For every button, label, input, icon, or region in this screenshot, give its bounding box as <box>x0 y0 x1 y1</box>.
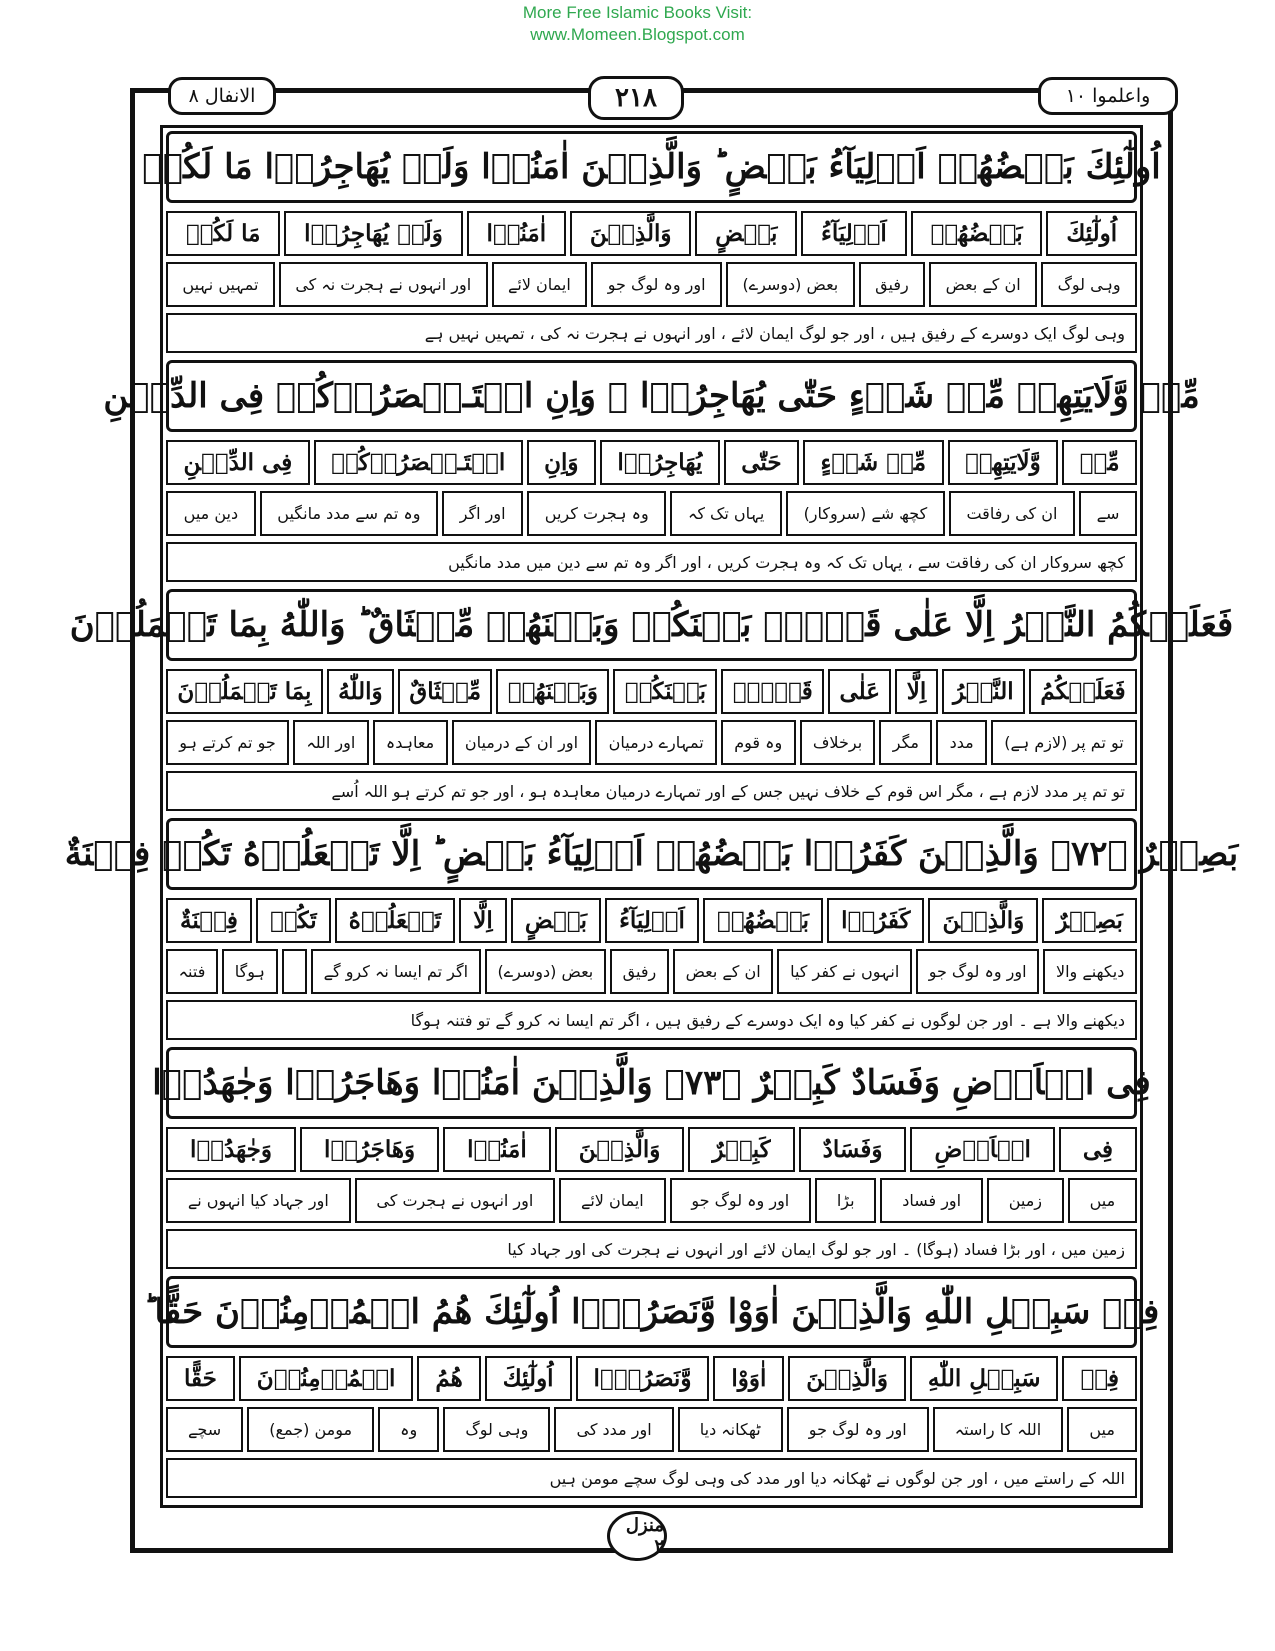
word-translation: میں <box>1067 1407 1137 1452</box>
manzil-marker: منزل ٢ <box>607 1511 667 1561</box>
word-translation: تمہیں نہیں <box>166 262 275 307</box>
verse-line: فَعَلَيۡكُمُ النَّصۡرُ اِلَّا عَلٰى قَوۡمٍۢ بَيۡنَكُمۡ وَبَيۡنَهُمۡ مِّيۡثَاقٌ ؕ وَاللّٰهُ بِمَا تَعۡمَلُوۡنَ <box>166 589 1137 661</box>
arabic-word: وَاِنِ <box>527 440 596 485</box>
word-translation: اور وہ لوگ جو <box>591 262 722 307</box>
arabic-word: اَوۡلِيَآءُ <box>801 211 906 256</box>
arabic-word: كَفَرُوۡا <box>827 898 924 943</box>
arabic-word: وَّلَايَتِهِمۡ <box>948 440 1059 485</box>
arabic-word: الۡمُؤۡمِنُوۡنَ <box>239 1356 414 1401</box>
word-translation: دین میں <box>166 491 256 536</box>
arabic-word: مِّنۡ شَىۡءٍ <box>803 440 944 485</box>
word-translation: انہوں نے کفر کیا <box>777 949 912 994</box>
arabic-word: اٰمَنُوۡا <box>443 1127 551 1172</box>
word-translation: دیکھنے والا <box>1043 949 1137 994</box>
word-translation: زمین <box>987 1178 1064 1223</box>
arabic-word: تَكُنۡ <box>256 898 331 943</box>
word-translation: میں <box>1068 1178 1137 1223</box>
word-row <box>166 440 1137 485</box>
word-translation: کچھ شے (سروکار) <box>786 491 945 536</box>
arabic-word: فِى الدِّيۡنِ <box>166 440 310 485</box>
page-content <box>64 131 1239 1505</box>
word-translation: تمہارے درمیان <box>595 720 717 765</box>
arabic-word: عَلٰى <box>828 669 891 714</box>
arabic-word: كَبِيۡرٌ <box>688 1127 794 1172</box>
word-translation: بڑا <box>815 1178 876 1223</box>
word-translation <box>282 949 307 994</box>
arabic-word: فِتۡنَةٌ <box>166 898 252 943</box>
word-translation: برخلاف <box>800 720 876 765</box>
translation-row <box>166 491 1137 536</box>
word-translation: اور فساد <box>880 1178 983 1223</box>
word-translation: بعض (دوسرے) <box>485 949 606 994</box>
arabic-word: حَتّٰى <box>724 440 799 485</box>
arabic-word: اَوۡلِيَآءُ <box>605 898 699 943</box>
word-translation: ان کے بعض <box>673 949 774 994</box>
word-translation: اور وہ لوگ جو <box>916 949 1039 994</box>
arabic-word: سَبِيۡلِ اللّٰهِ <box>910 1356 1059 1401</box>
arabic-word: اٰمَنُوۡا <box>467 211 566 256</box>
word-translation: وہ تم سے مدد مانگیں <box>260 491 438 536</box>
summary-translation: کچھ سروکار ان کی رفاقت سے ، یہاں تک کہ وہ ہجرت کریں ، اور اگر وہ تم سے دین میں مدد مانگیں <box>166 542 1137 582</box>
word-translation: ایمان لائے <box>492 262 588 307</box>
translation-row <box>166 720 1137 765</box>
word-translation: رفیق <box>610 949 669 994</box>
verse-block-5 <box>152 1047 1151 1269</box>
word-translation: اور ان کے درمیان <box>452 720 592 765</box>
word-translation: اور اللہ <box>293 720 369 765</box>
word-translation: اور انہوں نے ہجرت نہ کی <box>279 262 488 307</box>
word-translation: وہ ہجرت کریں <box>527 491 666 536</box>
arabic-word: هُمُ <box>417 1356 480 1401</box>
arabic-word: وَّنَصَرُوۡۤا <box>576 1356 710 1401</box>
verse-line: فِى الۡاَرۡضِ وَفَسَادٌ كَبِيۡرٌ ﴿۷۳﴾ وَالَّذِيۡنَ اٰمَنُوۡا وَهَاجَرُوۡا وَجٰهَدُوۡا <box>166 1047 1137 1119</box>
arabic-word: وَبَيۡنَهُمۡ <box>496 669 609 714</box>
word-translation: رفیق <box>859 262 925 307</box>
summary-translation: تو تم پر مدد لازم ہے ، مگر اس قوم کے خلاف نہیں جس کے اور تمہارے درمیان معاہدہ ہو ، اور جو تم کرتے ہو اللہ اُسے <box>166 771 1137 811</box>
arabic-word: وَهَاجَرُوۡا <box>300 1127 439 1172</box>
word-translation: مگر <box>879 720 932 765</box>
promo-banner[interactable] <box>0 2 1275 46</box>
word-translation: اور انہوں نے ہجرت کی <box>355 1178 556 1223</box>
verse-line: اُولٰٓئِكَ بَعۡضُهُمۡ اَوۡلِيَآءُ بَعۡضٍ ؕ وَالَّذِيۡنَ اٰمَنُوۡا وَلَمۡ يُهَاجِرُوۡا مَا لَكُمۡ <box>166 131 1137 203</box>
translation-row <box>166 949 1137 994</box>
arabic-word: فَعَلَيۡكُمُ <box>1029 669 1137 714</box>
verse-block-3 <box>69 589 1234 811</box>
arabic-word: بِمَا تَعۡمَلُوۡنَ <box>166 669 323 714</box>
verse-block-4 <box>64 818 1239 1040</box>
arabic-word: وَجٰهَدُوۡا <box>166 1127 296 1172</box>
arabic-word: اُولٰٓئِكَ <box>1046 211 1137 256</box>
arabic-word: قَوۡمٍۢ <box>721 669 824 714</box>
arabic-word: اِلَّا <box>895 669 937 714</box>
word-translation: وہی لوگ <box>443 1407 550 1452</box>
word-translation: معاہدہ <box>373 720 448 765</box>
word-row <box>166 898 1137 943</box>
word-translation: جو تم کرتے ہو <box>166 720 289 765</box>
arabic-word: حَقًّا <box>166 1356 235 1401</box>
word-translation: تو تم پر (لازم ہے) <box>991 720 1137 765</box>
word-translation: ہوگا <box>222 949 278 994</box>
arabic-word: اسۡتَـنۡصَرُوۡكُمۡ <box>314 440 523 485</box>
word-translation: مدد <box>936 720 987 765</box>
page-number: ٢١٨ <box>588 76 684 120</box>
arabic-word: بَعۡضُهُمۡ <box>703 898 823 943</box>
word-translation: اور اگر <box>442 491 523 536</box>
promo-link[interactable]: www.Momeen.Blogspot.com <box>530 25 745 44</box>
arabic-word: فِىۡ <box>1062 1356 1137 1401</box>
word-translation: وہی لوگ <box>1041 262 1137 307</box>
arabic-word: بَصِيۡرٌ <box>1042 898 1137 943</box>
arabic-word: تَفۡعَلُوۡهُ <box>335 898 455 943</box>
translation-row <box>166 1407 1137 1452</box>
word-translation: اور جہاد کیا انہوں نے <box>166 1178 351 1223</box>
arabic-word: وَاللّٰهُ <box>327 669 394 714</box>
word-translation: ایمان لائے <box>559 1178 665 1223</box>
word-translation: یہاں تک کہ <box>670 491 782 536</box>
arabic-word: بَعۡضٍ <box>695 211 797 256</box>
arabic-word: بَعۡضٍ <box>511 898 601 943</box>
summary-translation: زمین میں ، اور بڑا فساد (ہوگا) ۔ اور جو لوگ ایمان لائے اور انہوں نے ہجرت کی اور جہاد کیا <box>166 1229 1137 1269</box>
word-translation: وہ <box>378 1407 439 1452</box>
arabic-word: اٰوَوْا <box>713 1356 784 1401</box>
promo-line-1: More Free Islamic Books Visit: <box>522 3 753 22</box>
word-translation: اور وہ لوگ جو <box>787 1407 929 1452</box>
word-row <box>166 1127 1137 1172</box>
arabic-word: بَيۡنَكُمۡ <box>613 669 717 714</box>
word-translation: بعض (دوسرے) <box>726 262 855 307</box>
arabic-word: مَا لَكُمۡ <box>166 211 280 256</box>
arabic-word: الۡاَرۡضِ <box>910 1127 1054 1172</box>
arabic-word: بَعۡضُهُمۡ <box>911 211 1043 256</box>
arabic-word: وَالَّذِيۡنَ <box>555 1127 685 1172</box>
juz-label: واعلموا ١٠ <box>1038 77 1178 115</box>
arabic-word: مِّنۡ <box>1062 440 1137 485</box>
word-translation: وہ قوم <box>721 720 796 765</box>
surah-label: الانفال ٨ <box>168 77 276 115</box>
arabic-word: وَفَسَادٌ <box>799 1127 907 1172</box>
arabic-word: اُولٰٓئِكَ <box>485 1356 572 1401</box>
verse-block-2 <box>103 360 1200 582</box>
arabic-word: وَلَمۡ يُهَاجِرُوۡا <box>284 211 462 256</box>
word-translation: اور مدد کی <box>554 1407 673 1452</box>
summary-translation: دیکھنے والا ہے ۔ اور جن لوگوں نے کفر کیا وہ ایک دوسرے کے رفیق ہیں ، اگر تم ایسا نہ کرو گے تو فتنہ ہوگا <box>166 1000 1137 1040</box>
verse-line: بَصِيۡرٌ ﴿۷۲﴾ وَالَّذِيۡنَ كَفَرُوۡا بَعۡضُهُمۡ اَوۡلِيَآءُ بَعۡضٍ ؕ اِلَّا تَفۡعَلُوۡهُ تَكُنۡ فِتۡنَةٌ <box>166 818 1137 890</box>
arabic-word: وَالَّذِيۡنَ <box>928 898 1038 943</box>
word-translation: ٹھکانہ دیا <box>678 1407 783 1452</box>
verse-line: مِّنۡ وَّلَايَتِهِمۡ مِّنۡ شَىۡءٍ حَتّٰى يُهَاجِرُوۡا ۚ وَاِنِ اسۡتَـنۡصَرُوۡكُمۡ فِى الدِّيۡنِ <box>166 360 1137 432</box>
arabic-word: وَالَّذِيۡنَ <box>570 211 691 256</box>
arabic-word: فِى <box>1059 1127 1137 1172</box>
arabic-word: وَالَّذِيۡنَ <box>788 1356 906 1401</box>
word-row <box>166 669 1137 714</box>
arabic-word: مِّيۡثَاقٌ <box>398 669 492 714</box>
verse-block-6 <box>143 1276 1160 1498</box>
word-translation: سے <box>1079 491 1137 536</box>
word-row <box>166 211 1137 256</box>
word-translation: اللہ کا راستہ <box>933 1407 1064 1452</box>
verse-line: فِىۡ سَبِيۡلِ اللّٰهِ وَالَّذِيۡنَ اٰوَوْا وَّنَصَرُوۡۤا اُولٰٓئِكَ هُمُ الۡمُؤۡمِنُوۡنَ حَقًّا ؕ <box>166 1276 1137 1348</box>
word-translation: اور وہ لوگ جو <box>670 1178 811 1223</box>
word-translation: فتنہ <box>166 949 218 994</box>
translation-row <box>166 262 1137 307</box>
word-translation: ان کے بعض <box>929 262 1037 307</box>
word-translation: اگر تم ایسا نہ کرو گے <box>311 949 481 994</box>
summary-translation: وہی لوگ ایک دوسرے کے رفیق ہیں ، اور جو لوگ ایمان لائے ، اور انہوں نے ہجرت نہ کی ، تمہیں نہیں ہے <box>166 313 1137 353</box>
arabic-word: يُهَاجِرُوۡا <box>600 440 720 485</box>
translation-row <box>166 1178 1137 1223</box>
arabic-word: اِلَّا <box>459 898 507 943</box>
arabic-word: النَّصۡرُ <box>942 669 1025 714</box>
verse-block-1 <box>142 131 1161 353</box>
summary-translation: اللہ کے راستے میں ، اور جن لوگوں نے ٹھکانہ دیا اور مدد کی وہی لوگ سچے مومن ہیں <box>166 1458 1137 1498</box>
word-row <box>166 1356 1137 1401</box>
word-translation: مومن (جمع) <box>247 1407 374 1452</box>
word-translation: سچے <box>166 1407 243 1452</box>
word-translation: ان کی رفاقت <box>949 491 1075 536</box>
